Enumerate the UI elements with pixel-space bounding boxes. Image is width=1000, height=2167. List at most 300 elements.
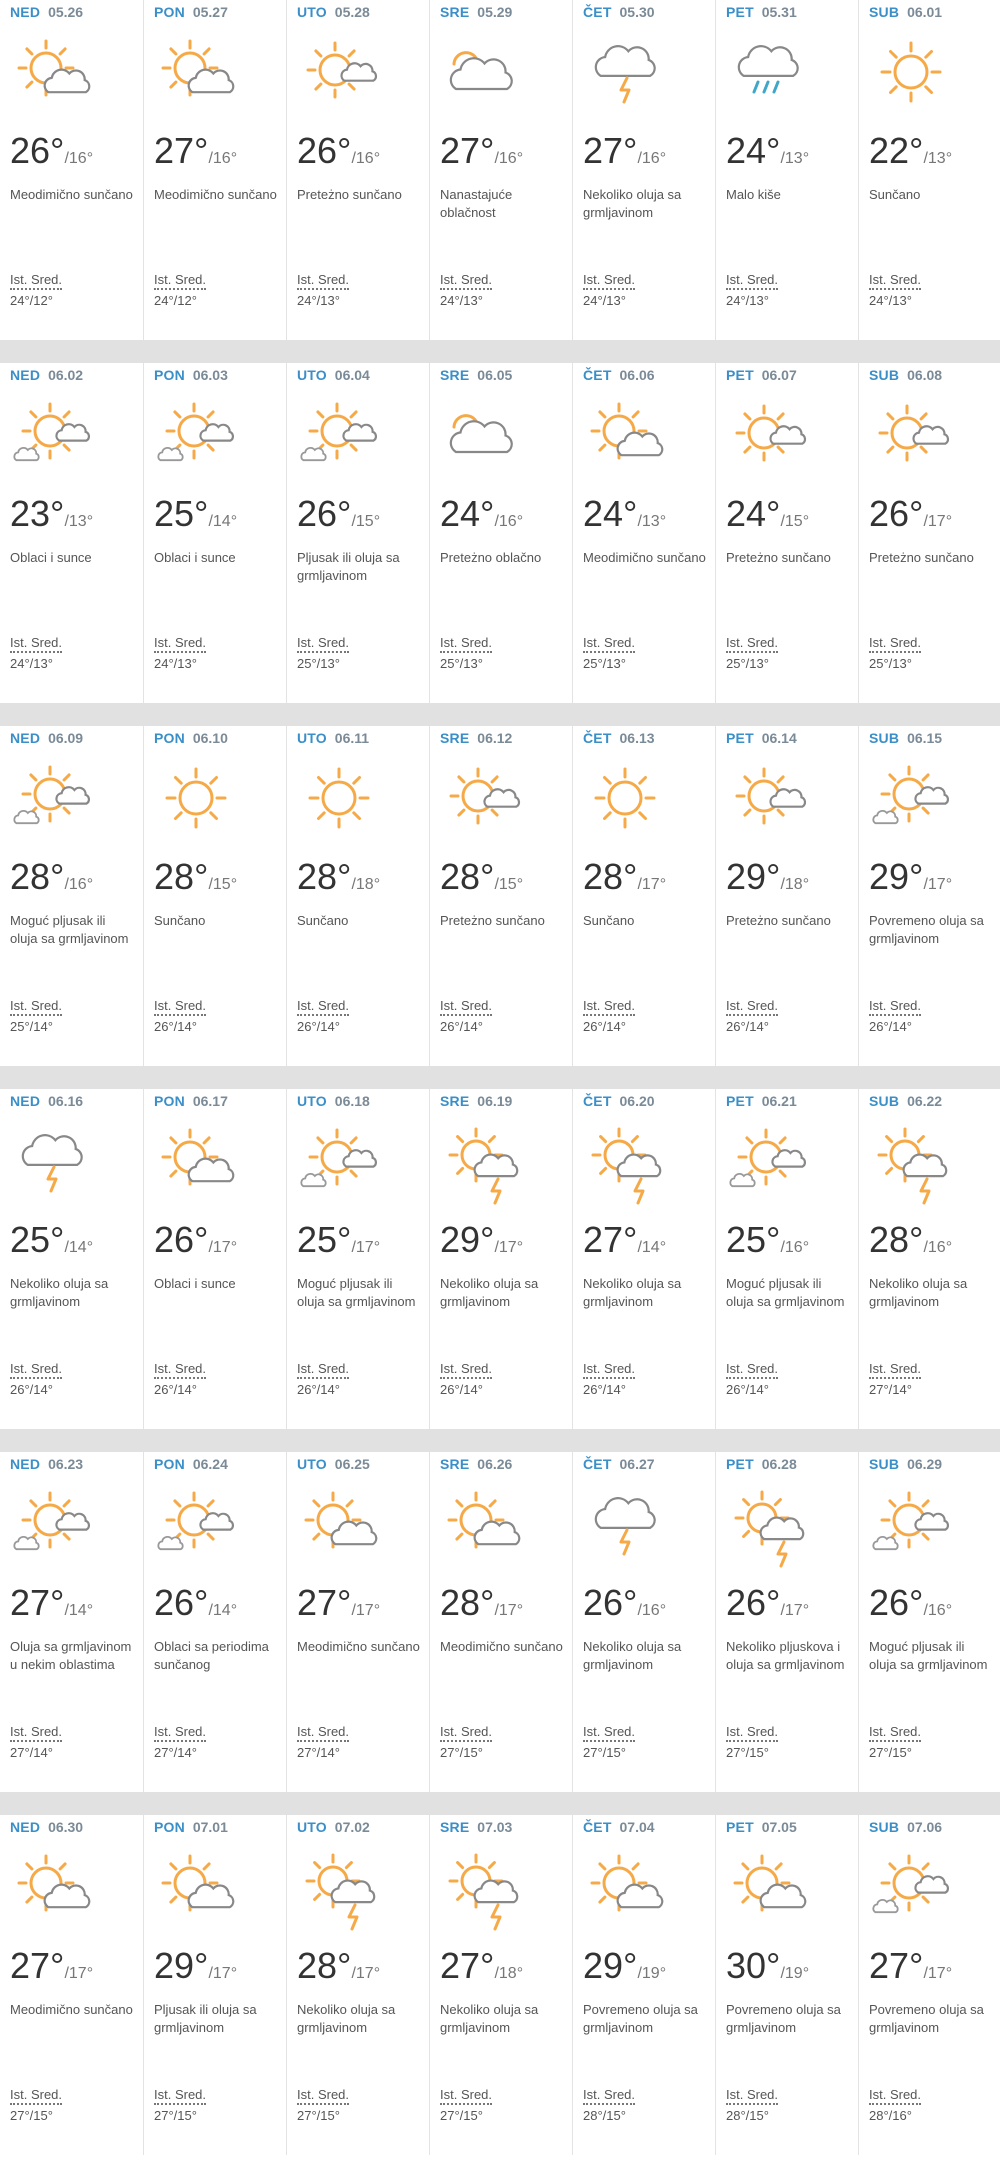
historical-average-label[interactable]: Ist. Sred.: [869, 635, 921, 653]
historical-average: [154, 998, 206, 1034]
week-separator: [0, 1066, 1000, 1089]
historical-average-value: 27°/15°: [154, 2108, 197, 2123]
temp-low: /17°: [64, 1965, 94, 1982]
temp-low: /15°: [780, 513, 810, 530]
day-cell[interactable]: [143, 1815, 285, 2155]
day-cell[interactable]: [429, 0, 571, 340]
temp-high: 26°: [297, 493, 352, 534]
temp-low: /18°: [494, 1965, 524, 1982]
historical-average-value: 27°/15°: [297, 2108, 340, 2123]
day-cell[interactable]: [286, 1089, 428, 1429]
temp-high: 22°: [869, 130, 924, 171]
historical-average: [297, 998, 349, 1034]
weather-description: Preteżno oblačno: [440, 550, 542, 565]
historical-average: [726, 1724, 778, 1760]
day-cell[interactable]: [143, 1089, 285, 1429]
weather-description: Nekoliko oluja sa grmljavinom: [10, 1276, 109, 1309]
day-name: NED: [10, 1093, 41, 1109]
historical-average-value: 27°/15°: [583, 1745, 626, 1760]
historical-average-value: 24°/13°: [297, 293, 340, 308]
temp-high: 28°: [297, 1945, 352, 1986]
day-cell[interactable]: [572, 1452, 714, 1792]
day-header: [869, 1819, 942, 1835]
day-header: [297, 1819, 370, 1835]
historical-average-label[interactable]: Ist. Sred.: [869, 272, 921, 290]
weather-description: Moguć pljusak ili oluja sa grmljavinom: [726, 1276, 845, 1309]
temperature: [10, 1219, 93, 1261]
weather-description: Nanastajuće oblačnost: [440, 187, 513, 220]
temperature: [10, 1582, 93, 1624]
temp-high: 28°: [440, 856, 495, 897]
day-header: [440, 1093, 512, 1109]
day-date: 06.25: [334, 1456, 370, 1472]
historical-average: [869, 272, 921, 308]
historical-average: [297, 1361, 349, 1397]
day-date: 05.26: [48, 4, 84, 20]
day-cell[interactable]: [0, 1452, 142, 1792]
temp-low: /16°: [208, 150, 238, 167]
historical-average-label[interactable]: Ist. Sred.: [726, 998, 778, 1016]
day-header: [869, 4, 942, 20]
day-cell[interactable]: [715, 1452, 857, 1792]
historical-average: [297, 2087, 349, 2123]
temp-high: 25°: [10, 1219, 65, 1260]
day-cell[interactable]: [572, 0, 714, 340]
temperature: [726, 1219, 809, 1261]
sun-icon: [869, 34, 953, 118]
historical-average: [297, 272, 349, 308]
day-date: 06.17: [192, 1093, 228, 1109]
historical-average-label[interactable]: Ist. Sred.: [297, 1361, 349, 1379]
day-name: ČET: [583, 730, 612, 746]
temp-low: /16°: [637, 150, 667, 167]
temp-high: 28°: [869, 1219, 924, 1260]
day-name: NED: [10, 1819, 41, 1835]
day-cell[interactable]: [715, 1089, 857, 1429]
day-name: SRE: [440, 1093, 470, 1109]
historical-average-value: 26°/14°: [154, 1382, 197, 1397]
day-name: PET: [726, 4, 754, 20]
historical-average-label[interactable]: Ist. Sred.: [297, 635, 349, 653]
day-cell[interactable]: [858, 1815, 1000, 2155]
day-header: [297, 730, 369, 746]
day-cell[interactable]: [572, 1815, 714, 2155]
temperature: [297, 493, 380, 535]
day-date: 06.12: [477, 730, 513, 746]
temp-low: /16°: [780, 1239, 810, 1256]
historical-average-label[interactable]: Ist. Sred.: [297, 1724, 349, 1742]
temp-high: 28°: [10, 856, 65, 897]
day-date: 06.08: [907, 367, 943, 383]
sun-thunder-icon: [726, 1486, 810, 1570]
day-cell[interactable]: [858, 1089, 1000, 1429]
day-date: 06.14: [761, 730, 797, 746]
historical-average-label[interactable]: Ist. Sred.: [726, 1724, 778, 1742]
historical-average-label[interactable]: Ist. Sred.: [297, 272, 349, 290]
day-header: [440, 1456, 512, 1472]
historical-average-label[interactable]: Ist. Sred.: [154, 272, 206, 290]
day-header: [583, 730, 655, 746]
sun-cloud-icon: [440, 1486, 524, 1570]
temperature: [297, 1219, 380, 1261]
temp-low: /15°: [208, 876, 238, 893]
day-name: PON: [154, 1093, 185, 1109]
historical-average: [869, 1724, 921, 1760]
historical-average-value: 27°/15°: [726, 1745, 769, 1760]
day-header: [726, 367, 797, 383]
historical-average-label[interactable]: Ist. Sred.: [10, 635, 62, 653]
temperature: [869, 856, 952, 898]
sun-clouds-icon: [154, 397, 238, 481]
temperature: [10, 493, 93, 535]
weather-description: Sunčano: [154, 913, 206, 928]
temp-low: /19°: [637, 1965, 667, 1982]
day-cell[interactable]: [286, 1452, 428, 1792]
historical-average-label[interactable]: Ist. Sred.: [869, 1361, 921, 1379]
sun-cloud-icon: [583, 397, 667, 481]
historical-average-label[interactable]: Ist. Sred.: [154, 1361, 206, 1379]
temperature: [726, 856, 809, 898]
temp-high: 26°: [10, 130, 65, 171]
day-header: [726, 730, 797, 746]
weather-description: Preteżno sunčano: [726, 913, 831, 928]
historical-average: [726, 1361, 778, 1397]
historical-average-label[interactable]: Ist. Sred.: [583, 2087, 635, 2105]
historical-average-label[interactable]: Ist. Sred.: [440, 635, 492, 653]
cloud-sun-behind-icon: [440, 34, 524, 118]
historical-average: [869, 1361, 921, 1397]
weather-description: Oblaci i sunce: [154, 1276, 236, 1291]
day-cell[interactable]: [429, 1815, 571, 2155]
temp-low: /16°: [923, 1602, 953, 1619]
weather-description: Oblaci i sunce: [154, 550, 236, 565]
day-cell[interactable]: [286, 363, 428, 703]
temperature: [440, 1945, 523, 1987]
week-separator: [0, 340, 1000, 363]
temp-low: /13°: [780, 150, 810, 167]
weather-description: Pljusak ili oluja sa grmljavinom: [297, 550, 400, 583]
day-name: PON: [154, 1456, 185, 1472]
sun-small-cloud-icon: [869, 397, 953, 481]
historical-average-label[interactable]: Ist. Sred.: [440, 998, 492, 1016]
day-name: NED: [10, 367, 41, 383]
historical-average-label[interactable]: Ist. Sred.: [10, 272, 62, 290]
day-cell[interactable]: [429, 1089, 571, 1429]
historical-average-label[interactable]: Ist. Sred.: [869, 1724, 921, 1742]
historical-average-label[interactable]: Ist. Sred.: [440, 272, 492, 290]
temp-low: /15°: [494, 876, 524, 893]
temperature: [10, 856, 93, 898]
day-cell[interactable]: [572, 726, 714, 1066]
historical-average-value: 28°/16°: [869, 2108, 912, 2123]
day-date: 05.29: [477, 4, 513, 20]
weather-description: Meodimično sunčano: [297, 1639, 420, 1654]
weather-description: Nekoliko oluja sa grmljavinom: [869, 1276, 968, 1309]
historical-average: [440, 1361, 492, 1397]
historical-average: [10, 2087, 62, 2123]
historical-average: [583, 2087, 635, 2123]
historical-average: [154, 2087, 206, 2123]
day-name: ČET: [583, 367, 612, 383]
temp-low: /14°: [208, 1602, 238, 1619]
historical-average-label[interactable]: Ist. Sred.: [726, 1361, 778, 1379]
temp-high: 27°: [583, 130, 638, 171]
day-name: PON: [154, 4, 185, 20]
day-cell[interactable]: [429, 1452, 571, 1792]
weather-description: Moguć pljusak ili oluja sa grmljavinom: [10, 913, 129, 946]
temp-low: /16°: [64, 150, 94, 167]
historical-average-value: 24°/13°: [10, 656, 53, 671]
day-header: [297, 1093, 370, 1109]
day-cell[interactable]: [572, 1089, 714, 1429]
temperature: [726, 130, 809, 172]
temp-high: 24°: [440, 493, 495, 534]
day-header: [440, 4, 512, 20]
historical-average-label[interactable]: Ist. Sred.: [154, 1724, 206, 1742]
day-date: 06.26: [477, 1456, 513, 1472]
weather-description: Oblaci sa periodima sunčanog: [154, 1639, 269, 1672]
historical-average-label[interactable]: Ist. Sred.: [10, 1361, 62, 1379]
sun-clouds-icon: [10, 1486, 94, 1570]
temp-low: /13°: [923, 150, 953, 167]
thunderstorm-icon: [10, 1123, 94, 1207]
historical-average-value: 24°/13°: [154, 656, 197, 671]
weather-description: Moguć pljusak ili oluja sa grmljavinom: [869, 1639, 988, 1672]
historical-average-label[interactable]: Ist. Sred.: [10, 2087, 62, 2105]
historical-average-label[interactable]: Ist. Sred.: [583, 998, 635, 1016]
temp-low: /17°: [923, 513, 953, 530]
weather-description: Sunčano: [583, 913, 635, 928]
day-cell[interactable]: [858, 726, 1000, 1066]
temp-low: /16°: [351, 150, 381, 167]
historical-average-label[interactable]: Ist. Sred.: [726, 635, 778, 653]
day-header: [10, 730, 83, 746]
day-cell[interactable]: [715, 1815, 857, 2155]
day-cell[interactable]: [0, 363, 142, 703]
temp-low: /14°: [64, 1602, 94, 1619]
historical-average: [10, 272, 62, 308]
sun-icon: [583, 760, 667, 844]
day-header: [440, 367, 512, 383]
temp-low: /17°: [208, 1239, 238, 1256]
historical-average-label[interactable]: Ist. Sred.: [583, 635, 635, 653]
day-cell[interactable]: [143, 363, 285, 703]
temp-low: /18°: [351, 876, 381, 893]
day-name: SUB: [869, 367, 900, 383]
day-cell[interactable]: [429, 726, 571, 1066]
weather-description: Meodimično sunčano: [154, 187, 277, 202]
temp-low: /18°: [780, 876, 810, 893]
historical-average: [10, 998, 62, 1034]
temperature: [154, 1582, 237, 1624]
historical-average-value: 27°/15°: [10, 2108, 53, 2123]
day-cell[interactable]: [143, 1452, 285, 1792]
historical-average: [583, 272, 635, 308]
temp-high: 29°: [154, 1945, 209, 1986]
day-date: 06.29: [907, 1456, 943, 1472]
weather-description: Meodimično sunčano: [583, 550, 706, 565]
temperature: [726, 1582, 809, 1624]
sun-small-cloud-icon: [297, 34, 381, 118]
temperature: [297, 130, 380, 172]
weather-description: Nekoliko oluja sa grmljavinom: [440, 1276, 539, 1309]
day-date: 05.28: [334, 4, 370, 20]
sun-cloud-icon: [154, 34, 238, 118]
historical-average: [297, 1724, 349, 1760]
day-name: SUB: [869, 1093, 900, 1109]
temp-low: /19°: [780, 1965, 810, 1982]
historical-average-label[interactable]: Ist. Sred.: [297, 998, 349, 1016]
temp-high: 25°: [154, 493, 209, 534]
day-date: 06.16: [48, 1093, 84, 1109]
weather-description: Malo kiše: [726, 187, 781, 202]
cloud-sun-behind-icon: [440, 397, 524, 481]
historical-average-label[interactable]: Ist. Sred.: [10, 1724, 62, 1742]
temperature: [583, 1582, 666, 1624]
historical-average: [440, 1724, 492, 1760]
temperature: [154, 856, 237, 898]
day-cell[interactable]: [715, 0, 857, 340]
day-cell[interactable]: [143, 726, 285, 1066]
day-cell[interactable]: [0, 1815, 142, 2155]
day-date: 05.31: [761, 4, 797, 20]
day-cell[interactable]: [286, 726, 428, 1066]
day-cell[interactable]: [286, 0, 428, 340]
historical-average-label[interactable]: Ist. Sred.: [440, 1724, 492, 1742]
temp-high: 27°: [440, 130, 495, 171]
temperature: [440, 1219, 523, 1261]
day-header: [583, 1093, 655, 1109]
day-cell[interactable]: [858, 0, 1000, 340]
historical-average-label[interactable]: Ist. Sred.: [10, 998, 62, 1016]
historical-average-label[interactable]: Ist. Sred.: [154, 635, 206, 653]
day-header: [583, 1456, 655, 1472]
temp-low: /16°: [64, 876, 94, 893]
historical-average: [154, 1361, 206, 1397]
day-name: UTO: [297, 730, 327, 746]
temperature: [154, 1219, 237, 1261]
historical-average: [583, 1361, 635, 1397]
day-cell[interactable]: [858, 363, 1000, 703]
temperature: [154, 493, 237, 535]
sun-cloud-icon: [297, 1486, 381, 1570]
day-cell[interactable]: [429, 363, 571, 703]
sun-cloud-icon: [154, 1123, 238, 1207]
weather-description: Povremeno oluja sa grmljavinom: [869, 913, 984, 946]
temperature: [440, 1582, 523, 1624]
historical-average-value: 24°/13°: [583, 293, 626, 308]
day-date: 06.19: [477, 1093, 513, 1109]
day-date: 06.02: [48, 367, 84, 383]
temp-high: 27°: [440, 1945, 495, 1986]
day-name: PON: [154, 730, 185, 746]
historical-average-label[interactable]: Ist. Sred.: [583, 272, 635, 290]
historical-average: [440, 2087, 492, 2123]
day-cell[interactable]: [0, 726, 142, 1066]
historical-average-value: 25°/13°: [869, 656, 912, 671]
historical-average-label[interactable]: Ist. Sred.: [154, 998, 206, 1016]
temperature: [583, 856, 666, 898]
historical-average-label[interactable]: Ist. Sred.: [583, 1361, 635, 1379]
week-separator: [0, 1792, 1000, 1815]
day-cell[interactable]: [715, 726, 857, 1066]
temperature: [297, 856, 380, 898]
day-cell[interactable]: [0, 1089, 142, 1429]
historical-average-value: 26°/14°: [440, 1382, 483, 1397]
day-cell[interactable]: [143, 0, 285, 340]
temp-low: /15°: [351, 513, 381, 530]
day-date: 05.27: [192, 4, 228, 20]
temp-low: /17°: [780, 1602, 810, 1619]
week-row: [0, 0, 1000, 340]
weather-description: Povremeno oluja sa grmljavinom: [726, 2002, 841, 2035]
day-date: 05.30: [619, 4, 655, 20]
day-cell[interactable]: [0, 0, 142, 340]
temperature: [440, 493, 523, 535]
weather-description: Nekoliko oluja sa grmljavinom: [297, 2002, 396, 2035]
historical-average-label[interactable]: Ist. Sred.: [440, 1361, 492, 1379]
historical-average: [726, 998, 778, 1034]
weather-description: Sunčano: [869, 187, 921, 202]
historical-average: [297, 635, 349, 671]
historical-average: [726, 2087, 778, 2123]
historical-average-label[interactable]: Ist. Sred.: [869, 998, 921, 1016]
day-name: PON: [154, 367, 185, 383]
temp-low: /17°: [494, 1239, 524, 1256]
temp-high: 29°: [583, 1945, 638, 1986]
temp-high: 26°: [869, 493, 924, 534]
day-cell[interactable]: [858, 1452, 1000, 1792]
day-header: [726, 1819, 797, 1835]
historical-average-label[interactable]: Ist. Sred.: [869, 2087, 921, 2105]
sun-thunder-icon: [869, 1123, 953, 1207]
temp-high: 24°: [726, 493, 781, 534]
historical-average-label[interactable]: Ist. Sred.: [583, 1724, 635, 1742]
day-header: [10, 367, 83, 383]
historical-average-label[interactable]: Ist. Sred.: [297, 2087, 349, 2105]
historical-average: [10, 1361, 62, 1397]
historical-average-value: 24°/12°: [10, 293, 53, 308]
day-date: 06.11: [334, 730, 370, 746]
temp-high: 27°: [297, 1582, 352, 1623]
temperature: [440, 856, 523, 898]
day-header: [297, 367, 370, 383]
weather-description: Nekoliko oluja sa grmljavinom: [440, 2002, 539, 2035]
sun-clouds-icon: [869, 760, 953, 844]
temp-low: /17°: [637, 876, 667, 893]
historical-average-value: 26°/14°: [154, 1019, 197, 1034]
historical-average-label[interactable]: Ist. Sred.: [726, 2087, 778, 2105]
sun-cloud-icon: [726, 1849, 810, 1933]
day-date: 06.28: [761, 1456, 797, 1472]
day-name: SUB: [869, 1819, 900, 1835]
historical-average-value: 27°/15°: [440, 1745, 483, 1760]
historical-average-label[interactable]: Ist. Sred.: [726, 272, 778, 290]
temp-high: 27°: [154, 130, 209, 171]
day-name: NED: [10, 4, 41, 20]
historical-average-value: 26°/14°: [440, 1019, 483, 1034]
historical-average-label[interactable]: Ist. Sred.: [440, 2087, 492, 2105]
temp-high: 26°: [154, 1582, 209, 1623]
historical-average-label[interactable]: Ist. Sred.: [154, 2087, 206, 2105]
day-cell[interactable]: [715, 363, 857, 703]
sun-icon: [154, 760, 238, 844]
day-cell[interactable]: [286, 1815, 428, 2155]
day-cell[interactable]: [572, 363, 714, 703]
temperature: [583, 1219, 666, 1261]
historical-average: [10, 635, 62, 671]
temperature: [583, 130, 666, 172]
